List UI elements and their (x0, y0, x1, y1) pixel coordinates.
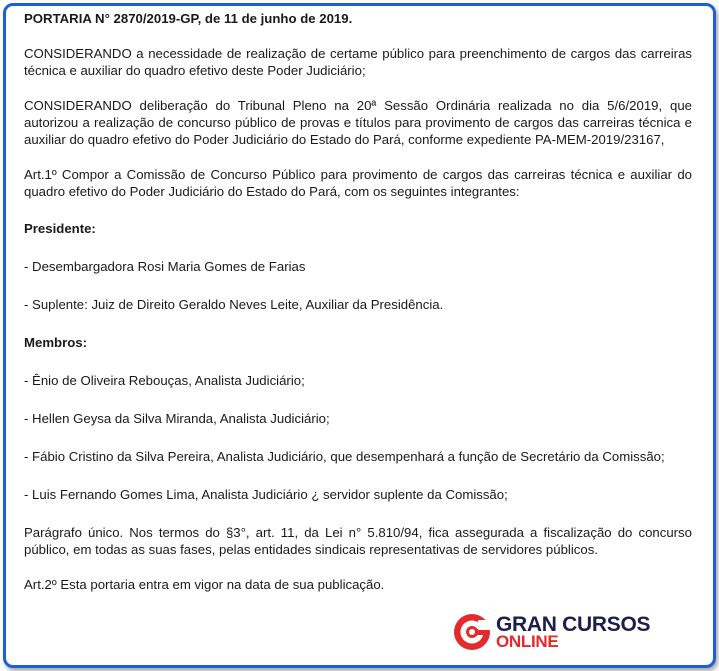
portaria-title: PORTARIA N° 2870/2019-GP, de 11 de junho de 2019. (24, 11, 353, 26)
article-1: Art.1º Compor a Comissão de Concurso Público para provimento de cargos das carreiras técnica e auxiliar do quadro efetivo do Poder Judiciário do Estado do Pará, com os seguintes integrantes: (24, 167, 692, 199)
logo-line-1: GRAN CURSOS (496, 613, 651, 636)
paragrafo-unico: Parágrafo único. Nos termos do §3°, art. 11, da Lei n° 5.810/94, fica assegurada a fiscalização do concurso público, em todas as suas fases, pelas entidades sindicais representativas de servidores públicos. (24, 525, 692, 557)
article-2: Art.2º Esta portaria entra em vigor na data de sua publicação. (24, 577, 385, 592)
presidente-item: - Desembargadora Rosi Maria Gomes de Farias (24, 259, 306, 274)
membro-item: - Fábio Cristino da Silva Pereira, Analista Judiciário, que desempenhará a função de Secretário da Comissão; (24, 449, 665, 464)
considerando-2: CONSIDERANDO deliberação do Tribunal Pleno na 20ª Sessão Ordinária realizada no dia 5/6/2019, que autorizou a realização de concurso público de provas e títulos para provimento de cargos das carreiras técnica e auxiliar do quadro efetivo do Poder Judiciário do Estado do Pará, conforme expediente PA-MEM-2019/23167, (24, 98, 692, 147)
suplente-item: - Suplente: Juiz de Direito Geraldo Neves Leite, Auxiliar da Presidência. (24, 297, 444, 312)
logo-line-2: ONLINE (496, 632, 559, 651)
membro-item: - Luis Fernando Gomes Lima, Analista Judiciário ¿ servidor suplente da Comissão; (24, 487, 508, 502)
membro-item: - Hellen Geysa da Silva Miranda, Analista Judiciário; (24, 411, 330, 426)
membro-item: - Ênio de Oliveira Rebouças, Analista Judiciário; (24, 373, 305, 388)
gran-cursos-logo (452, 612, 662, 652)
gran-g-icon (452, 612, 492, 652)
membros-heading: Membros: (24, 335, 88, 350)
presidente-heading: Presidente: (24, 221, 96, 236)
considerando-1: CONSIDERANDO a necessidade de realização de certame público para preenchimento de cargos das carreiras técnica e auxiliar do quadro efetivo deste Poder Judiciário; (24, 46, 692, 78)
document-body (24, 10, 692, 593)
